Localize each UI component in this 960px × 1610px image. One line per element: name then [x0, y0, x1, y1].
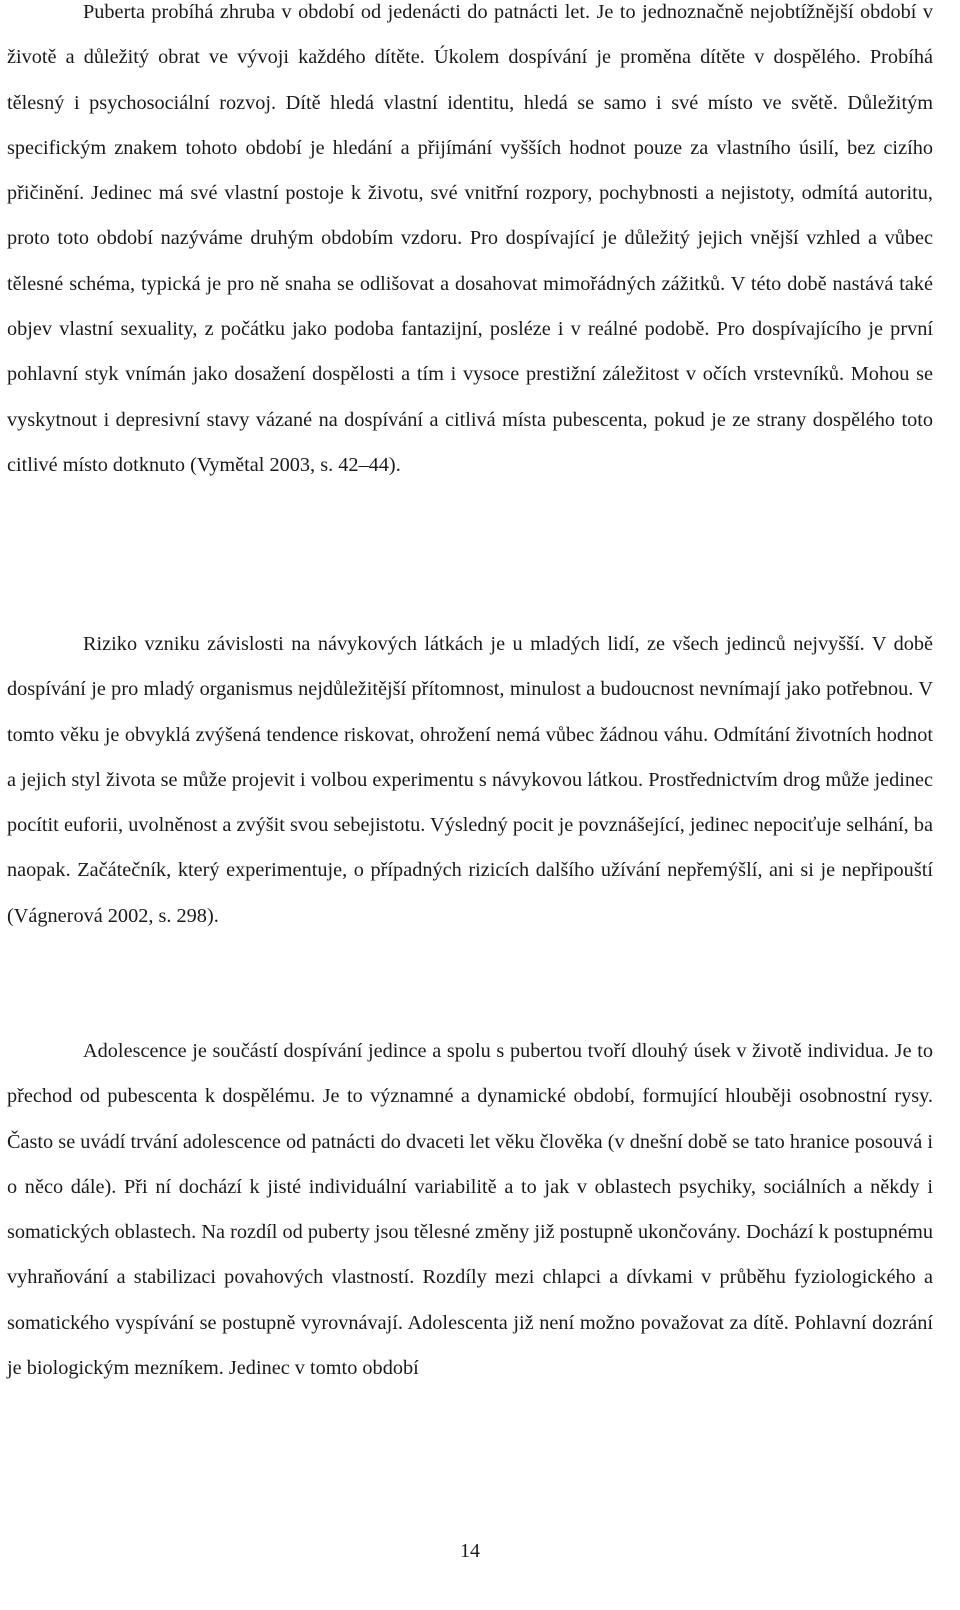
paragraph-puberty: Puberta probíhá zhruba v období od jedenácti do patnácti let. Je to jednoznačně nejobtížnější období v životě a důležitý obrat ve vývoji každého dítěte. Úkolem dospívání je proměna dítěte v dospělého. Probíhá tělesný i psychosociální rozvoj. Dítě hledá vlastní identitu, hledá se samo i své místo ve světě. Důležitým specifickým znakem tohoto období je hledání a přijímání vyšších hodnot pouze za vlastního úsilí, bez cizího přičinění. Jedinec má své vlastní postoje k životu, své vnitřní rozpory, pochybnosti a nejistoty, odmítá autoritu, proto toto období nazýváme druhým obdobím vzdoru. Pro dospívající je důležitý jejich vnější vzhled a vůbec tělesné schéma, typická je pro ně snaha se odlišovat a dosahovat mimořádných zážitků. V této době nastává také objev vlastní sexuality, z počátku jako podoba fantazijní, posléze i v reálné podobě. Pro dospívajícího je první pohlavní styk vnímán jako dosažení dospělosti a tím i vysoce prestižní záležitost v očích vrstevníků. Mohou se vyskytnout i depresivní stavy vázané na dospívání a citlivá místa pubescenta, pokud je ze strany dospělého toto citlivé místo dotknuto (Vymětal 2003, s. 42–44). — [7, 1, 933, 476]
document-page — [7, 0, 933, 1610]
paragraph-adolescence: Adolescence je součástí dospívání jedince a spolu s pubertou tvoří dlouhý úsek v životě individua. Je to přechod od pubescenta k dospělému. Je to významné a dynamické období, formující hlouběji osobnostní rysy. Často se uvádí trvání adolescence od patnácti do dvaceti let věku člověka (v dnešní době se tato hranice posouvá i o něco dále). Při ní dochází k jisté individuální variabilitě a to jak v oblastech psychiky, sociálních a někdy i somatických oblastech. Na rozdíl od puberty jsou tělesné změny již postupně ukončovány. Dochází k postupnému vyhraňování a stabilizaci povahových vlastností. Rozdíly mezi chlapci a dívkami v průběhu fyziologického a somatického vyspívání se postupně vyrovnávají. Adolescenta již není možno považovat za dítě. Pohlavní dozrání je biologickým mezníkem. Jedinec v tomto období — [7, 1040, 933, 1380]
paragraph-addiction-risk: Riziko vzniku závislosti na návykových látkách je u mladých lidí, ze všech jedinců nejvyšší. V době dospívání je pro mladý organismus nejdůležitější přítomnost, minulost a budoucnost nevnímají jako potřebnou. V tomto věku je obvyklá zvýšená tendence riskovat, ohrožení nemá vůbec žádnou váhu. Odmítání životních hodnot a jejich styl života se může projevit i volbou experimentu s návykovou látkou. Prostřednictvím drog může jedinec pocítit euforii, uvolněnost a zvýšit svou sebejistotu. Výsledný pocit je povznášející, jedinec nepociťuje selhání, ba naopak. Začátečník, který experimentuje, o případných rizicích dalšího užívání nepřemýšlí, ani si je nepřipouští (Vágnerová 2002, s. 298). — [7, 633, 933, 927]
page-number: 14 — [460, 1540, 480, 1562]
